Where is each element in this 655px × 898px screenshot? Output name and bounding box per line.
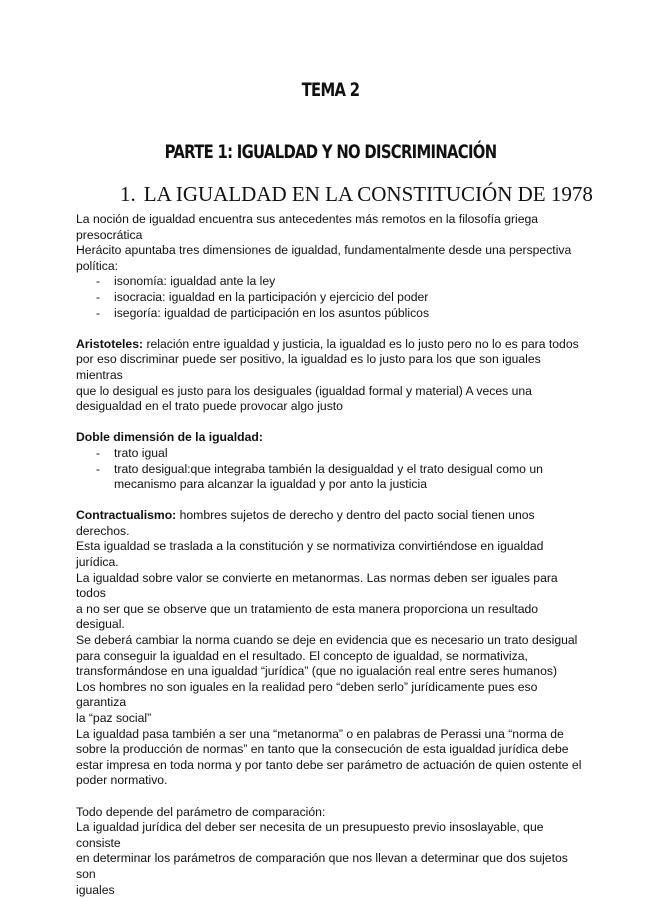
section-title: LA IGUALDAD EN LA CONSTITUCIÓN DE 1978 <box>143 182 593 206</box>
paragraph-line: La igualdad pasa también a ser una “metanorma” o en palabras de Perassi una “norma de <box>76 726 564 741</box>
intro-line: política: <box>76 258 119 273</box>
paragraph-line: Se deberá cambiar la norma cuando se deje en evidencia que es necesario un trato desigual <box>76 633 578 648</box>
dimensions-list <box>76 274 585 321</box>
paragraph-line: que lo desigual es justo para los desiguales (igualdad formal y material) A veces una <box>76 383 532 398</box>
document-body <box>76 212 585 898</box>
paragraph-line: desigualdad en el trato puede provocar algo justo <box>76 399 343 414</box>
doble-dimension-list <box>76 446 585 493</box>
paragraph-line: por eso discriminar puede ser positivo, la igualdad es lo justo para los que son iguales mientras <box>76 352 541 382</box>
paragraph-line: Los hombres no son iguales en la realidad pero “deben serlo” jurídicamente pues eso garantiza <box>76 679 538 710</box>
intro-line: La noción de igualdad encuentra sus antecedentes más remotos en la filosofía griega <box>76 212 539 226</box>
intro-line: presocrática <box>76 227 143 242</box>
section-heading <box>120 180 593 208</box>
paragraph-line: La igualdad sobre valor se convierte en metanormas. Las normas deben ser iguales para todos <box>76 570 558 601</box>
dash-bullet: - <box>96 445 101 460</box>
comparacion-line: Todo depende del parámetro de comparación: <box>76 804 326 819</box>
aristoteles-label: Aristoteles: <box>76 336 144 351</box>
paragraph-line: transformándose en una igualdad “jurídica” (que no igualación real entre seres humanos) <box>76 664 558 679</box>
paragraph-line: la “paz social” <box>76 711 152 725</box>
list-item: - trato desigual:que integraba también la desigualdad y el trato desigual como un mecanismo para alcanzar la igualdad y por anto la justicia <box>96 461 543 492</box>
comparacion-line: La igualdad jurídica del deber ser necesita de un presupuesto previo insoslayable, que consiste <box>76 820 544 850</box>
dash-bullet: - <box>96 274 101 289</box>
doble-dimension-label: Doble dimensión de la igualdad: <box>76 430 263 445</box>
paragraph-line: para conseguir la igualdad en el resultado. El concepto de igualdad, se normativiza, <box>76 648 528 663</box>
dash-bullet: - <box>96 305 101 320</box>
paragraph-line: estar impresa en toda norma y por tanto debe ser parámetro de actuación de quien ostente el <box>76 757 582 772</box>
list-item: - isocracia: igualdad en la participación y ejercicio del poder <box>96 289 429 304</box>
paragraph-line: Esta igualdad se traslada a la constitución y se normativiza convirtiéndose en igualdad jurídica. <box>76 539 544 570</box>
list-item: - isonomía: igualdad ante la ley <box>96 274 276 289</box>
contractualismo-paragraph: Contractualismo: hombres sujetos de derecho y dentro del pacto social tienen unos derechos. <box>76 508 535 538</box>
list-item: - trato igual <box>96 445 168 460</box>
contractualismo-label: Contractualismo: <box>76 508 177 523</box>
comparacion-line: iguales <box>76 882 115 897</box>
section-number: 1. <box>120 182 136 206</box>
intro-line: Herácito apuntaba tres dimensiones de igualdad, fundamentalmente desde una perspectiva <box>76 243 572 258</box>
list-item: - isegoría: igualdad de participación en los asuntos públicos <box>96 305 430 320</box>
dash-bullet: - <box>96 289 101 304</box>
part-heading: PARTE 1: IGUALDAD Y NO DISCRIMINACIÓN <box>164 141 497 163</box>
paragraph-line: sobre la producción de normas” en tanto que la consecución de esta igualdad jurídica debe <box>76 742 569 757</box>
page-title: TEMA 2 <box>301 79 360 101</box>
paragraph-line: a no ser que se observe que un tratamiento de esta manera proporciona un resultado desigual. <box>76 601 539 632</box>
aristoteles-paragraph: Aristoteles: relación entre igualdad y justicia, la igualdad es lo justo pero no lo es para todos <box>76 336 579 351</box>
paragraph-line: poder normativo. <box>76 773 168 788</box>
dash-bullet: - <box>96 461 101 476</box>
comparacion-line: en determinar los parámetros de comparación que nos llevan a determinar que dos sujetos son <box>76 851 568 881</box>
